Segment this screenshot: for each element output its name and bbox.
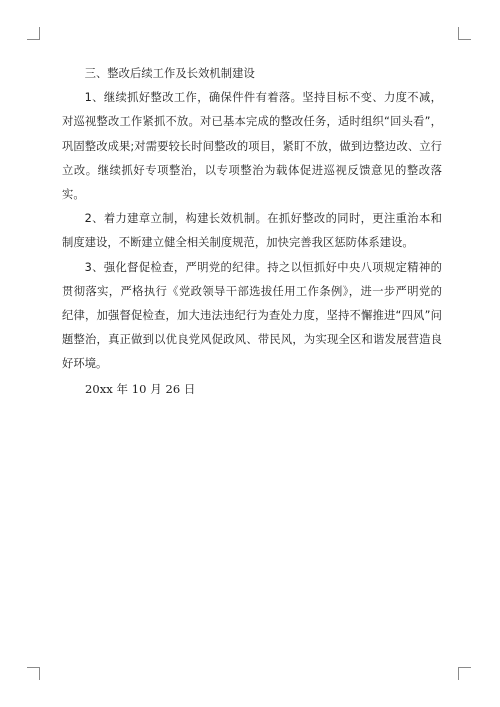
crop-mark-top-left — [27, 27, 40, 40]
crop-mark-bottom-left — [27, 667, 40, 680]
paragraph-2: 2、着力建章立制，构建长效机制。在抓好整改的同时，更注重治本和制度建设，不断建立健全相关制度规范，加快完善我区惩防体系建设。 — [62, 212, 442, 250]
crop-mark-bottom-right — [458, 667, 471, 680]
paragraph-3: 3、强化督促检查，严明党的纪律。持之以恒抓好中央八项规定精神的贯彻落实，严格执行《党政领导干部选拔任用工作条例》，进一步严明党的纪律，加强督促检查，加大违法违纪行为查处力度，坚持不懈推进“四风”问题整治，真正做到以优良党风促政风、带民风，为实现全区和谐发展营造良好环境。 — [62, 260, 442, 371]
section-heading: 三、整改后续工作及长效机制建设 — [84, 67, 255, 80]
paragraph-1: 1、继续抓好整改工作，确保件件有着落。坚持目标不变、力度不减，对巡视整改工作紧抓不放。对已基本完成的整改任务，适时组织“回头看”，巩固整改成果;对需要较长时间整改的项目，紧盯不放，做到边整边改、立行立改。继续抓好专项整治，以专项整治为载体促进巡视反馈意见的整改落实。 — [62, 91, 442, 202]
crop-mark-top-right — [458, 27, 471, 40]
document-body — [62, 62, 442, 401]
document-date: 20xx 年 10 月 26 日 — [85, 381, 196, 396]
